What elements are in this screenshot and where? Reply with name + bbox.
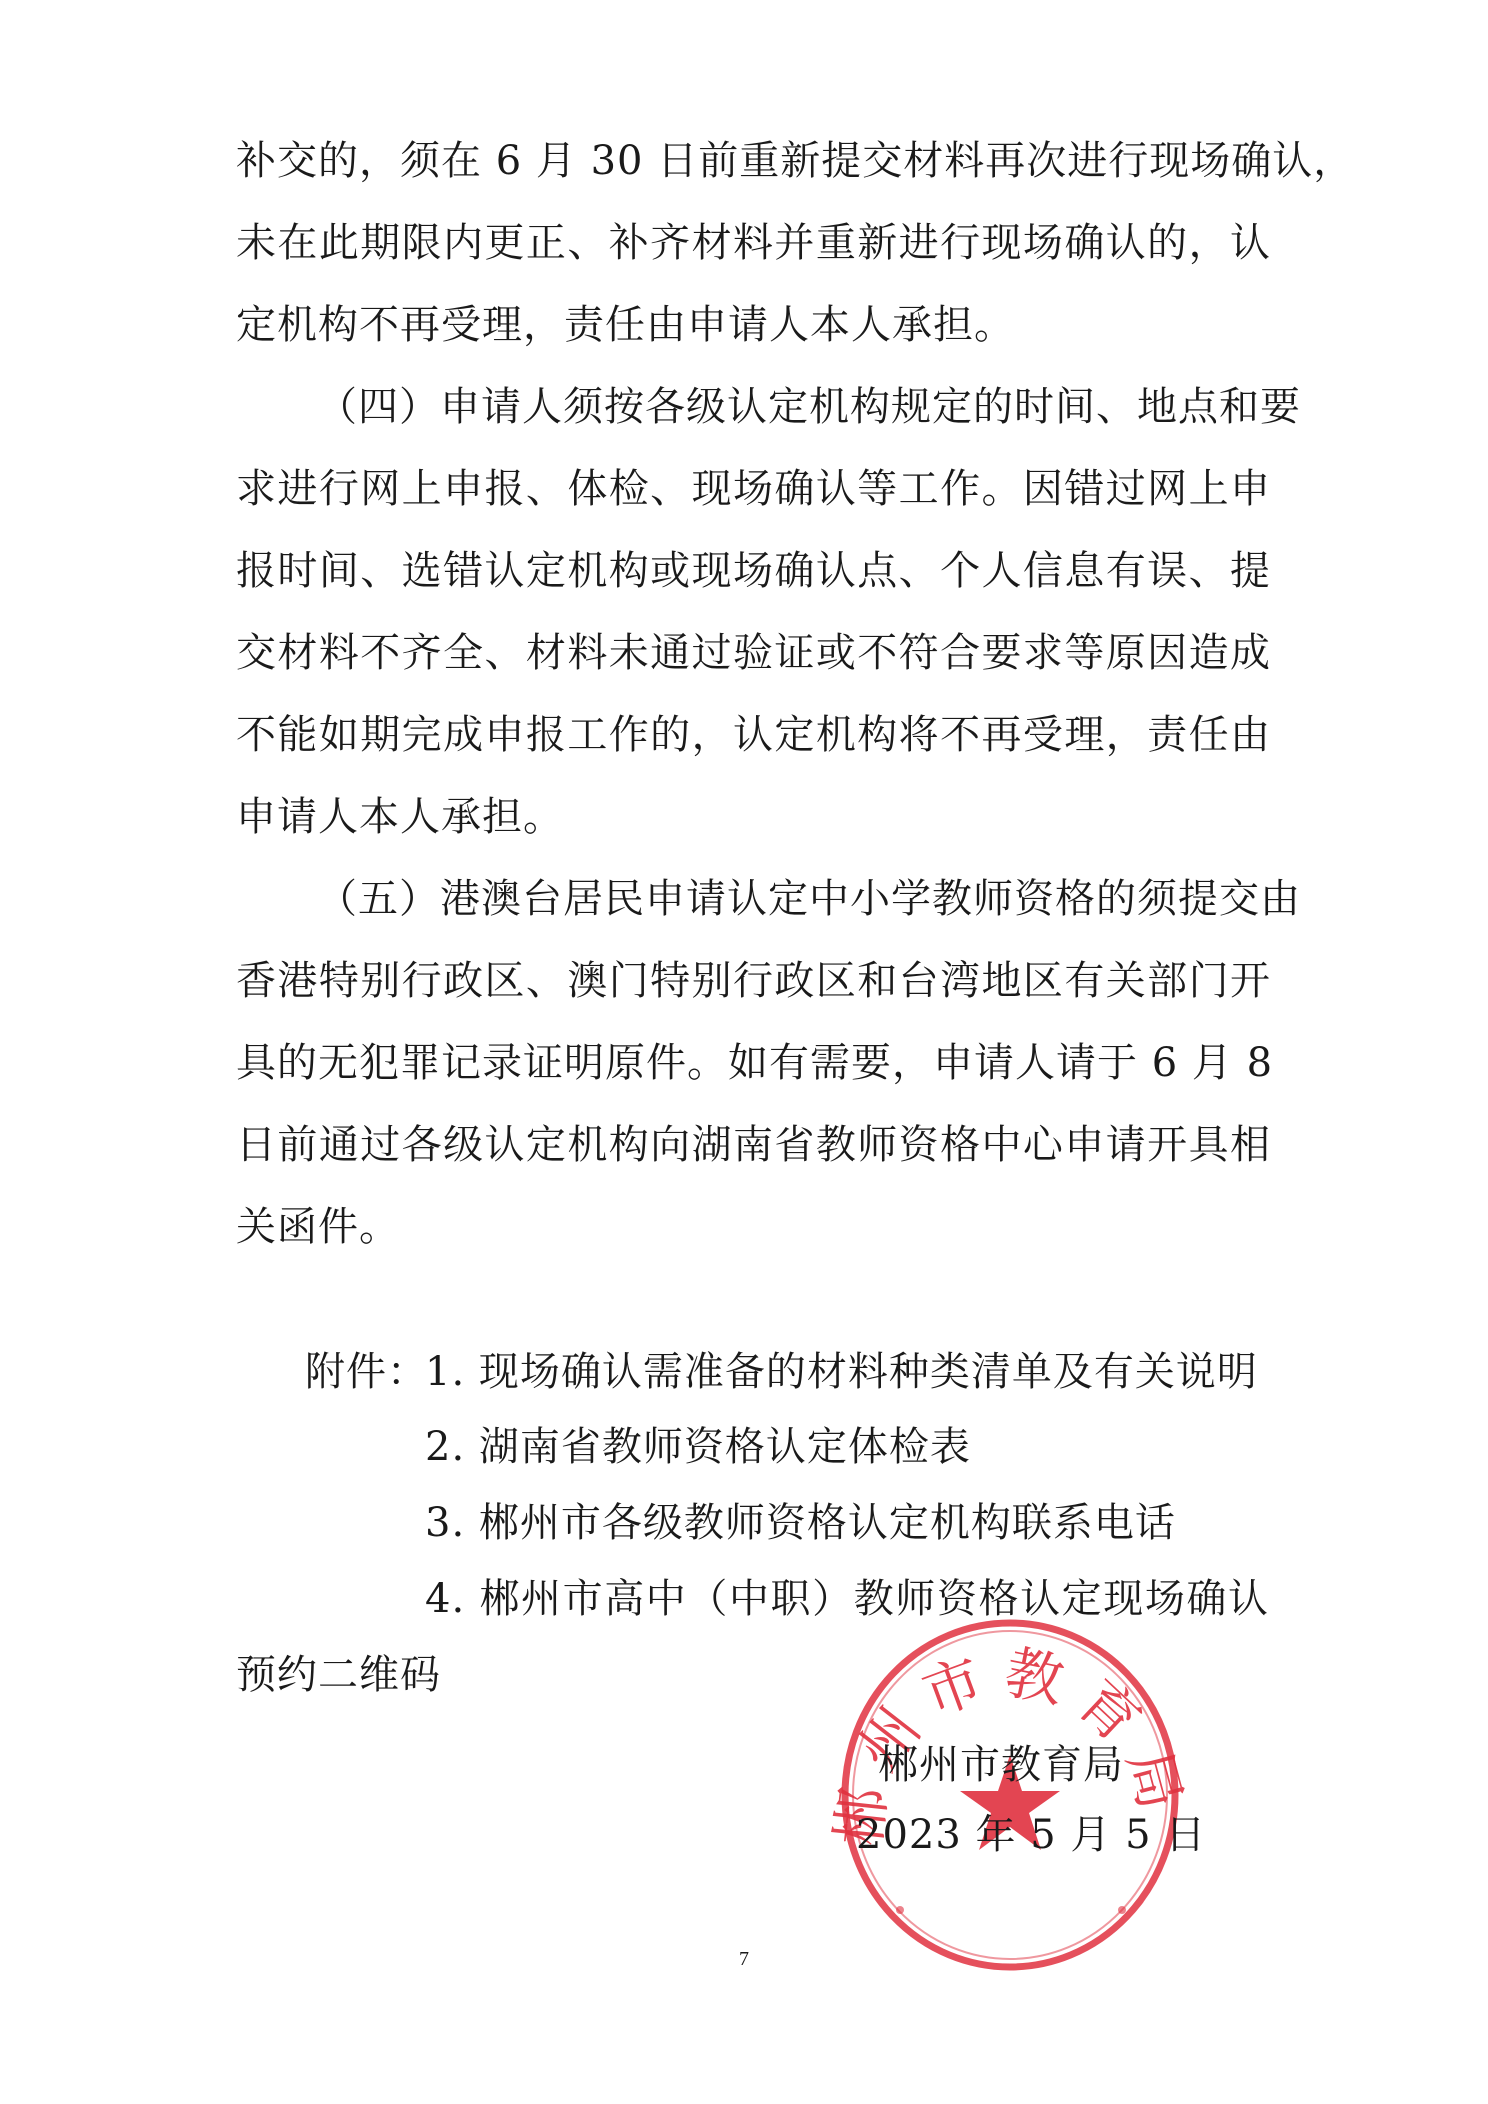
seal-graphic (830, 1605, 1190, 1985)
body-line: 香港特别行政区、澳门特别行政区和台湾地区有关部门开 (236, 958, 1271, 1004)
body-line: 不能如期完成申报工作的，认定机构将不再受理，责任由 (236, 712, 1271, 758)
body-line: 求进行网上申报、体检、现场确认等工作。因错过网上申 (236, 466, 1271, 512)
signature-date: 2023 年 5 月 5 日 (856, 1812, 1207, 1858)
body-line: （四）申请人须按各级认定机构规定的时间、地点和要 (317, 384, 1301, 430)
official-seal (830, 1605, 1190, 1985)
attachment-item: 4. 郴州市高中（中职）教师资格认定现场确认 (425, 1576, 1269, 1622)
attachment-item: 1. 现场确认需准备的材料种类清单及有关说明 (425, 1349, 1258, 1395)
signature-organization: 郴州市教育局 (878, 1742, 1124, 1788)
body-line: 交材料不齐全、材料未通过验证或不符合要求等原因造成 (236, 630, 1271, 676)
seal-text: 郴州市教育 (830, 1637, 1164, 1849)
body-line: 具的无犯罪记录证明原件。如有需要，申请人请于 6 月 8 (236, 1040, 1274, 1086)
attachment-item: 2. 湖南省教师资格认定体检表 (425, 1424, 971, 1470)
page-number: 7 (739, 1948, 749, 1970)
body-line: 申请人本人承担。 (236, 794, 564, 840)
body-line: 补交的，须在 6 月 30 日前重新提交材料再次进行现场确认， (236, 138, 1355, 184)
attachment-item-continuation: 预约二维码 (236, 1652, 441, 1698)
body-line: （五）港澳台居民申请认定中小学教师资格的须提交由 (317, 876, 1301, 922)
body-line: 报时间、选错认定机构或现场确认点、个人信息有误、提 (236, 548, 1271, 594)
attachments-label: 附件： (305, 1349, 428, 1395)
body-line: 关函件。 (236, 1204, 400, 1250)
body-line: 定机构不再受理，责任由申请人本人承担。 (236, 302, 1015, 348)
attachment-item: 3. 郴州市各级教师资格认定机构联系电话 (425, 1500, 1176, 1546)
body-line: 未在此期限内更正、补齐材料并重新进行现场确认的，认 (236, 220, 1271, 266)
body-line: 日前通过各级认定机构向湖南省教师资格中心申请开具相 (236, 1122, 1271, 1168)
